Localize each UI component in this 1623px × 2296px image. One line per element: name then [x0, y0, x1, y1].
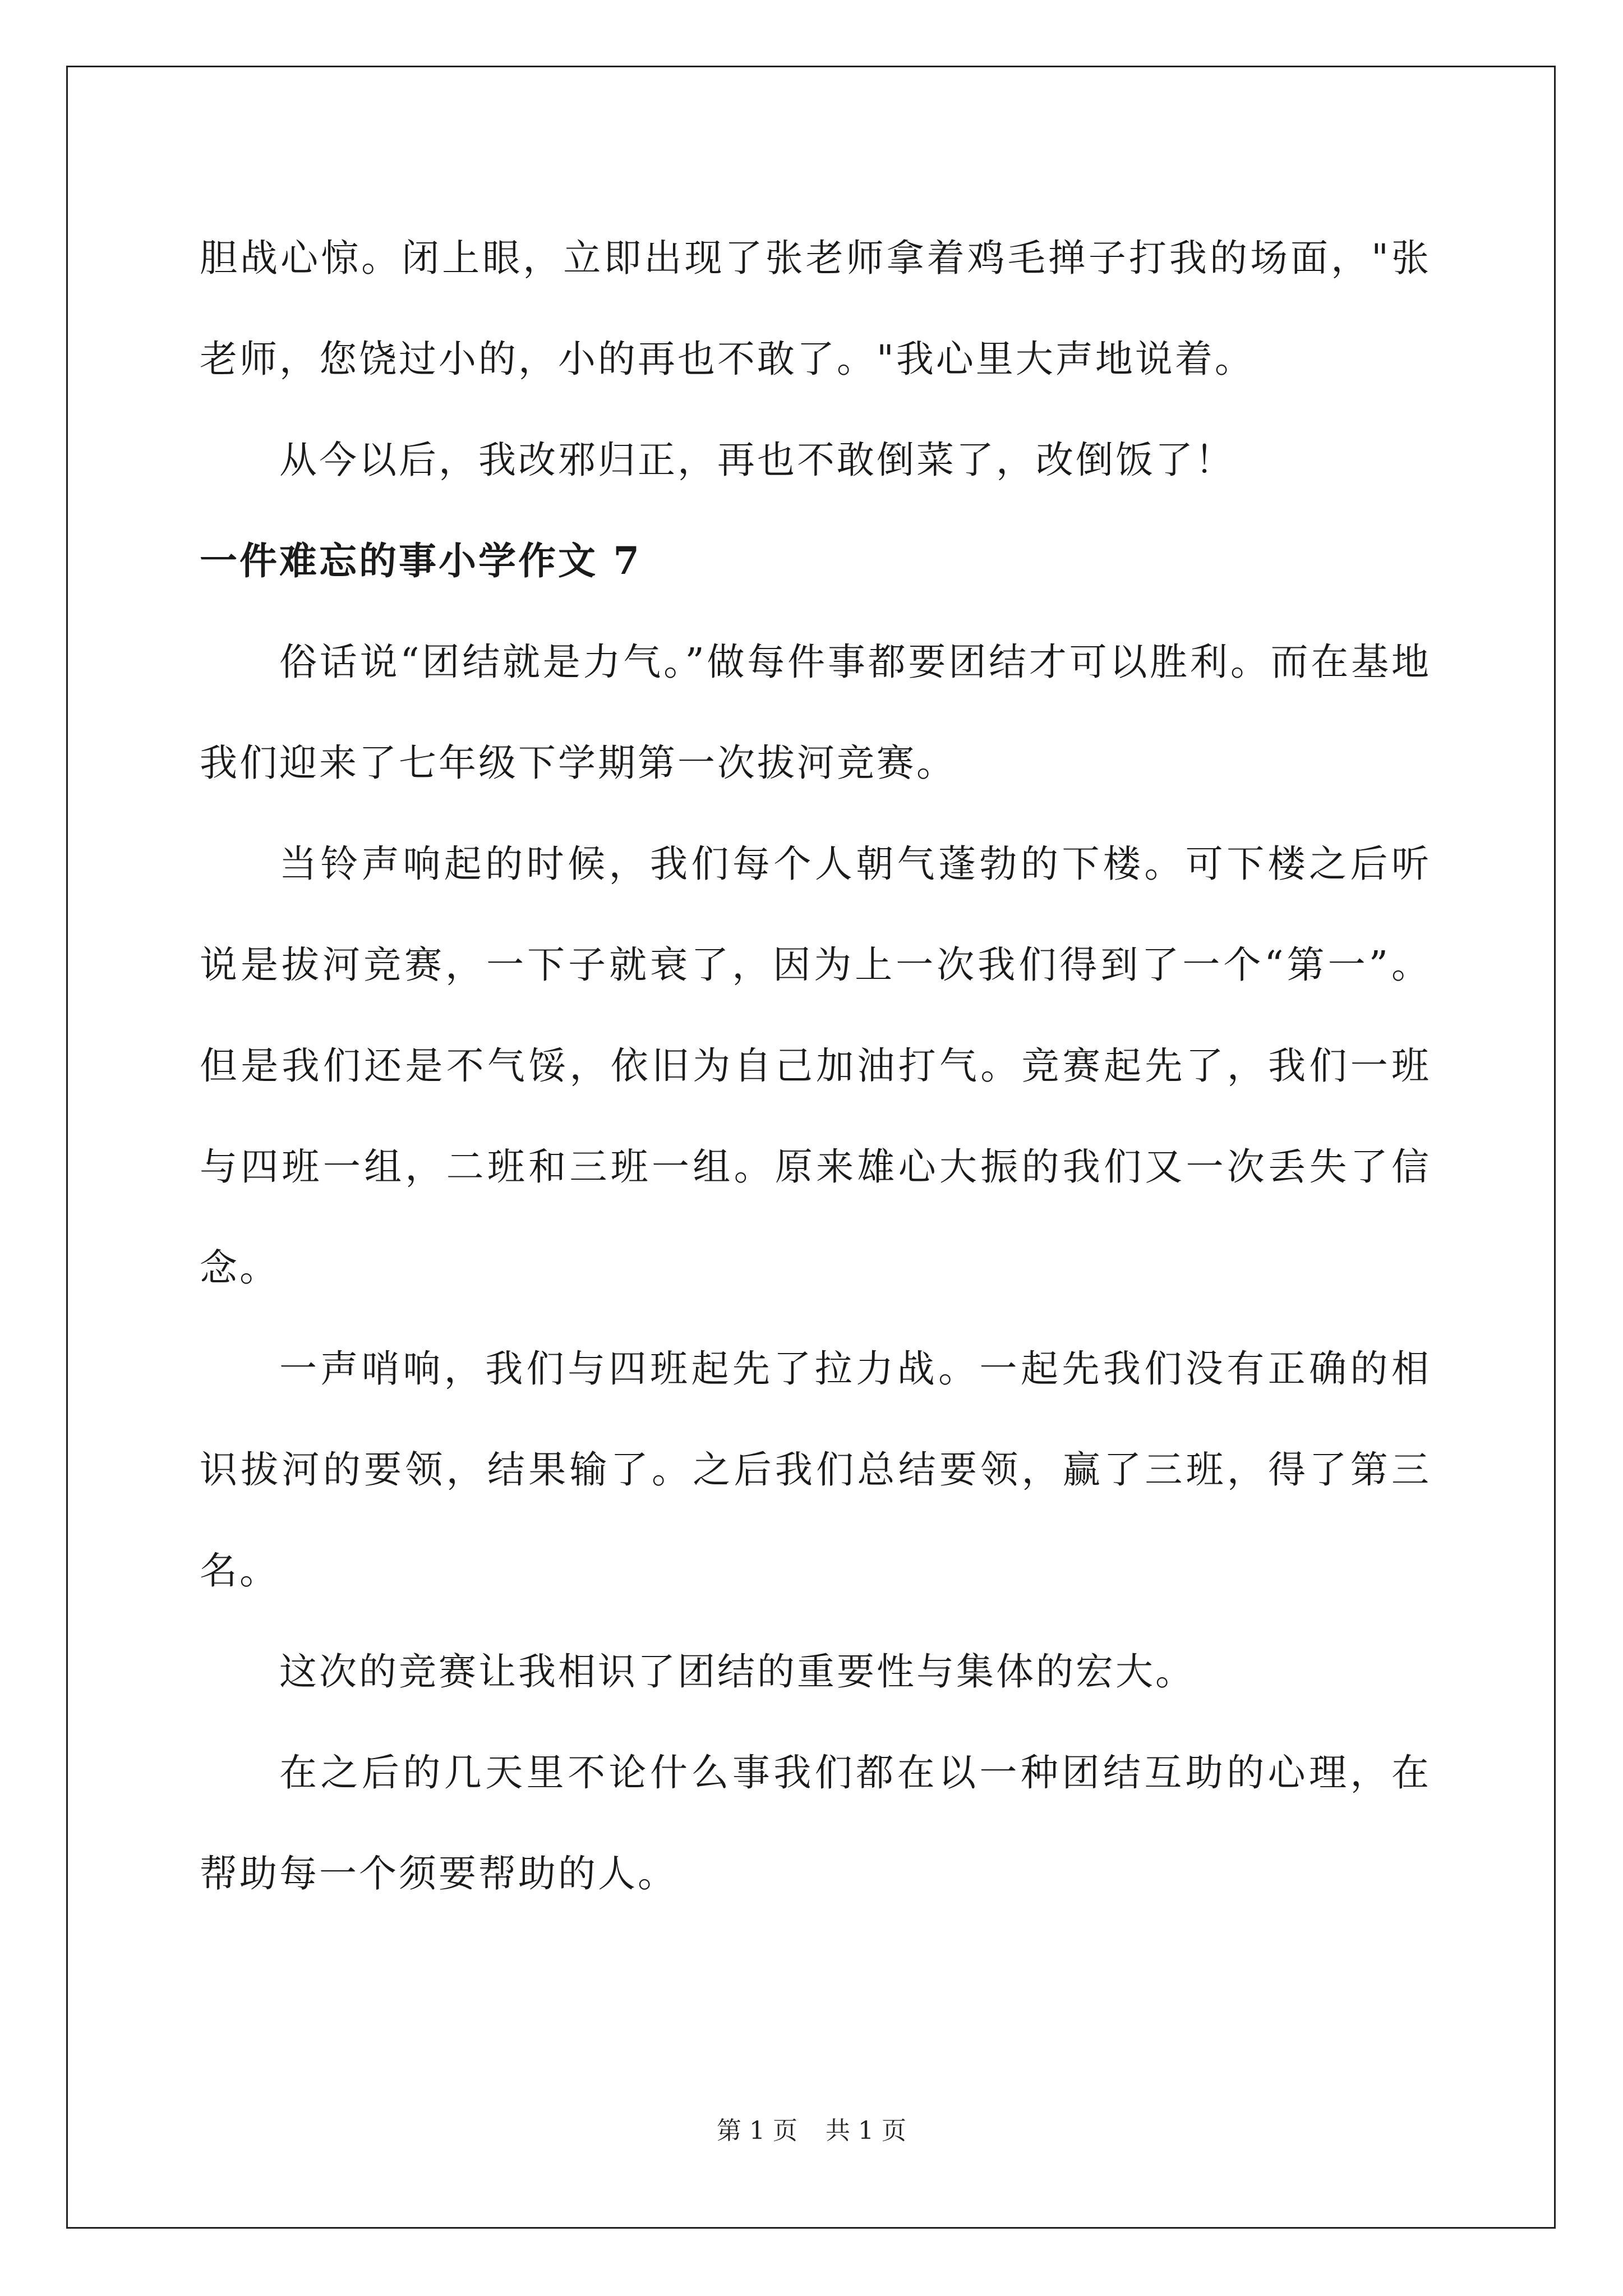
page-footer	[0, 2110, 1623, 2146]
essay-title: 一件难忘的事小学作文 7	[200, 539, 642, 583]
page-number: 第 1 页	[717, 2116, 797, 2145]
paragraph: 在之后的几天里不论什么事我们都在以一种团结互助的心理，在帮助每一个须要帮助的人。	[200, 1751, 1431, 1895]
paragraph: 一声哨响，我们与四班起先了拉力战。一起先我们没有正确的相识拔河的要领，结果输了。之后我们总结要领，赢了三班，得了第三名。	[200, 1347, 1431, 1593]
paragraph: 这次的竞赛让我相识了团结的重要性与集体的宏大。	[279, 1650, 1195, 1694]
paragraph: 当铃声响起的时候，我们每个人朝气蓬勃的下楼。可下楼之后听说是拔河竞赛，一下子就衰了，因为上一次我们得到了一个“第一”。但是我们还是不气馁，依旧为自己加油打气。竞赛起先了，我们一班与四班一组，二班和三班一组。原来雄心大振的我们又一次丢失了信念。	[200, 842, 1431, 1290]
page-total: 共 1 页	[826, 2116, 906, 2145]
paragraph: 从今以后，我改邪归正，再也不敢倒菜了，改倒饭了！	[279, 438, 1235, 482]
document-body	[200, 208, 1431, 1924]
paragraph-continued: 胆战心惊。闭上眼，立即出现了张老师拿着鸡毛掸子打我的场面，"张老师，您饶过小的，小的再也不敢了。"我心里大声地说着。	[200, 236, 1431, 381]
paragraph: 俗话说“团结就是力气。”做每件事都要团结才可以胜利。而在基地我们迎来了七年级下学期第一次拔河竞赛。	[200, 640, 1431, 785]
